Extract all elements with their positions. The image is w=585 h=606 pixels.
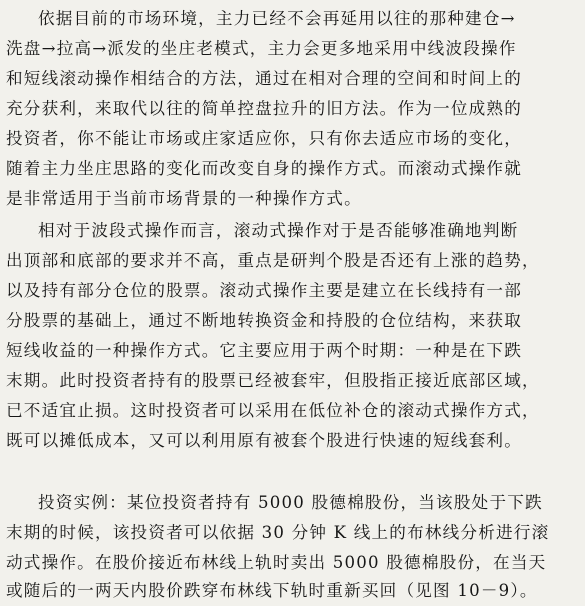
paragraph-2-line-7: 已不适宜止损。这时投资者可以采用在低位补仓的滚动式操作方式， [6,401,540,420]
paragraph-2-line-8: 既可以摊低成本，又可以利用原有被套个股进行快速的短线套利。 [6,431,523,450]
paragraph-2-line-2: 出顶部和底部的要求并不高，重点是研判个股是否还有上涨的趋势， [6,251,540,270]
paragraph-1-line-7: 是非常适用于当前市场背景的一种操作方式。 [6,189,362,208]
paragraph-1-line-5: 投资者，你不能让市场或庄家适应你，只有你去适应市场的变化， [6,129,523,148]
paragraph-2-line-9 [6,456,578,486]
paragraph-3-line-2: 末期的时候，该投资者可以依据 30 分钟 K 线上的布林线分析进行滚 [6,523,550,542]
paragraph-1-line-3: 和短线滚动操作相结合的方法，通过在相对合理的空间和时间上的 [6,69,523,88]
paragraph-2-line-6: 末期。此时投资者持有的股票已经被套牢，但股指正接近底部区域， [6,371,540,390]
paragraph-1-line-2: 洗盘→拉高→派发的坐庄老模式，主力会更多地采用中线波段操作 [6,39,517,58]
paragraph-1-line-1: 依据目前的市场环境，主力已经不会再延用以往的那种建仓→ [38,9,516,28]
paragraph-3-line-3: 动式操作。在股价接近布林线上轨时卖出 5000 股德棉股份，在当天 [6,553,547,572]
paragraph-2-line-4: 分股票的基础上，通过不断地转换资金和持股的仓位结构，来获取 [6,311,523,330]
paragraph-1-line-6: 随着主力坐庄思路的变化而改变自身的操作方式。而滚动式操作就 [6,159,523,178]
paragraph-2-line-1: 相对于波段式操作而言，滚动式操作对于是否能够准确地判断 [38,221,519,240]
paragraph-2-line-5: 短线收益的一种操作方式。它主要应用于两个时期：一种是在下跌 [6,341,523,360]
paragraph-3-line-4: 或随后的一两天内股价跌穿布林线下轨时重新买回（见图 10－9）。 [6,581,538,600]
paragraph-2-line-3: 以及持有部分仓位的股票。滚动式操作主要是建立在长线持有一部 [6,281,523,300]
paragraph-3-line-1: 投资实例：某位投资者持有 5000 股德棉股份，当该股处于下跌 [38,493,543,512]
paragraph-1-line-4: 充分获利，来取代以往的简单控盘拉升的旧方法。作为一位成熟的 [6,99,523,118]
